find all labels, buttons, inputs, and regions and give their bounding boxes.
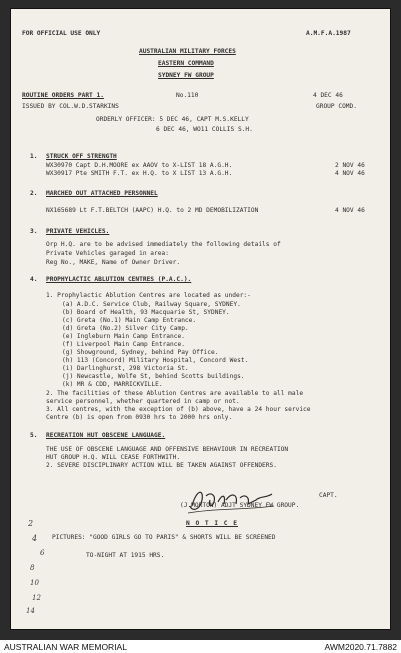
section-heading: STRUCK OFF STRENGTH <box>46 153 117 160</box>
list-item: (b) Board of Health, 93 Macquarie St, SYDNEY. <box>62 309 230 316</box>
section-number: 1. <box>30 153 38 160</box>
margin-note: 4 <box>32 534 38 543</box>
section-intro: 1. Prophylactic Ablution Centres are located as under:- <box>46 292 251 299</box>
handwritten-signature <box>186 486 276 516</box>
orderly-officer-line-2: 6 DEC 46, WO11 COLLIS S.H. <box>156 126 253 133</box>
section-line: WX30917 Pte SMITH F.T. ex H.Q. to X LIST 13 A.G.H. <box>46 170 233 177</box>
section-line: WX30970 Capt D.H.MOORE ex AAOV to X-LIST 18 A.G.H. <box>46 162 233 169</box>
list-item: (d) Greta (No.2) Silver City Camp. <box>62 325 189 332</box>
margin-note: 10 <box>30 579 39 587</box>
section-number: 5. <box>30 432 38 439</box>
margin-note: 6 <box>40 549 45 557</box>
section-date: 4 NOV 46 <box>335 170 365 177</box>
section-line: Private Vehicles garaged in area: <box>46 250 169 257</box>
section-number: 3. <box>30 228 38 235</box>
section-line: 2. SEVERE DISCIPLINARY ACTION WILL BE TAKEN AGAINST OFFENDERS. <box>46 462 277 469</box>
footer-accession-number: AWM2020.71.7882 <box>324 642 397 652</box>
section-heading: MARCHED OUT ATTACHED PERSONNEL <box>46 190 158 197</box>
notice-line-2: TO-NIGHT AT 1915 HRS. <box>86 552 165 559</box>
section-paragraph: Centre (b) is open from 0930 hrs to 2000 hrs only. <box>46 414 233 421</box>
orderly-officer-line-1: ORDERLY OFFICER: 5 DEC 46, CAPT M.S.KELLY <box>96 116 249 123</box>
section-number: 4. <box>30 276 38 283</box>
section-paragraph: 3. All centres, with the exception of (b) above, have a 24 hour service <box>46 406 311 413</box>
section-paragraph: 2. The facilities of these Ablution Centres are available to all male <box>46 390 304 397</box>
list-item: (e) Ingleburn Main Camp Entrance. <box>62 333 185 340</box>
section-date: 2 NOV 46 <box>335 162 365 169</box>
section-date: 4 NOV 46 <box>335 207 365 214</box>
issued-by-role: GROUP COMD. <box>316 103 357 110</box>
list-item: (h) 113 (Concord) Military Hospital, Concord West. <box>62 357 249 364</box>
signature-rank: CAPT. <box>319 492 338 499</box>
caption-bar <box>0 640 401 653</box>
document-page <box>10 8 391 630</box>
list-item: (g) Showground, Sydney, behind Pay Office. <box>62 349 219 356</box>
margin-note: 12 <box>32 594 41 602</box>
section-number: 2. <box>30 190 38 197</box>
org-line-1: AUSTRALIAN MILITARY FORCES <box>139 48 236 55</box>
section-line: HUT GROUP H.Q. WILL CEASE FORTHWITH. <box>46 454 181 461</box>
section-heading: RECREATION HUT OBSCENE LANGUAGE. <box>46 432 166 439</box>
section-line: NX165689 Lt F.T.BELTCH (AAPC) H.Q. to 2 MD DEMOBILIZATION <box>46 207 259 214</box>
list-item: (j) Newcastle, Wolfe St, behind Scotts buildings. <box>62 373 245 380</box>
order-title: ROUTINE ORDERS PART 1. <box>22 92 104 99</box>
signature-role: (J.MORTON) ADJT SYDNEY FW GROUP. <box>180 502 300 509</box>
section-heading: PROPHYLACTIC ABLUTION CENTRES (P.A.C.). <box>46 276 192 283</box>
list-item: (f) Liverpool Main Camp Entrance. <box>62 341 185 348</box>
section-line: Reg No., MAKE, Name of Owner Driver. <box>46 259 181 266</box>
list-item: (c) Greta (No.1) Main Camp Entrance. <box>62 317 197 324</box>
section-line: THE USE OF OBSCENE LANGUAGE AND OFFENSIVE BEHAVIOUR IN RECREATION <box>46 446 289 453</box>
margin-note: 2 <box>28 519 34 528</box>
org-line-3: SYDNEY FW GROUP <box>158 72 214 79</box>
section-paragraph: service personnel, whether quartered in camp or not. <box>46 398 240 405</box>
list-item: (k) MR & CDD, MARRICKVILLE. <box>62 381 163 388</box>
notice-line-1: PICTURES: "GOOD GIRLS GO TO PARIS" & SHORTS WILL BE SCREENED <box>52 534 276 541</box>
reference-number: A.M.F.A.1987 <box>306 30 351 37</box>
footer-institution: AUSTRALIAN WAR MEMORIAL <box>4 642 127 652</box>
margin-note: 14 <box>26 607 35 615</box>
margin-note: 8 <box>30 564 35 572</box>
issued-by: ISSUED BY COL.W.D.STARKINS <box>22 103 119 110</box>
section-line: Orp H.Q. are to be advised immediately the following details of <box>46 241 281 248</box>
notice-heading: N O T I C E <box>186 520 238 527</box>
order-number: No.110 <box>176 92 199 99</box>
section-heading: PRIVATE VEHICLES. <box>46 228 110 235</box>
org-line-2: EASTERN COMMAND <box>158 60 214 67</box>
list-item: (i) Darlinghurst, 298 Victoria St. <box>62 365 189 372</box>
list-item: (a) A.D.C. Service Club, Railway Square, SYDNEY. <box>62 301 241 308</box>
classification-mark: FOR OFFICIAL USE ONLY <box>22 30 101 37</box>
order-date: 4 DEC 46 <box>313 92 343 99</box>
